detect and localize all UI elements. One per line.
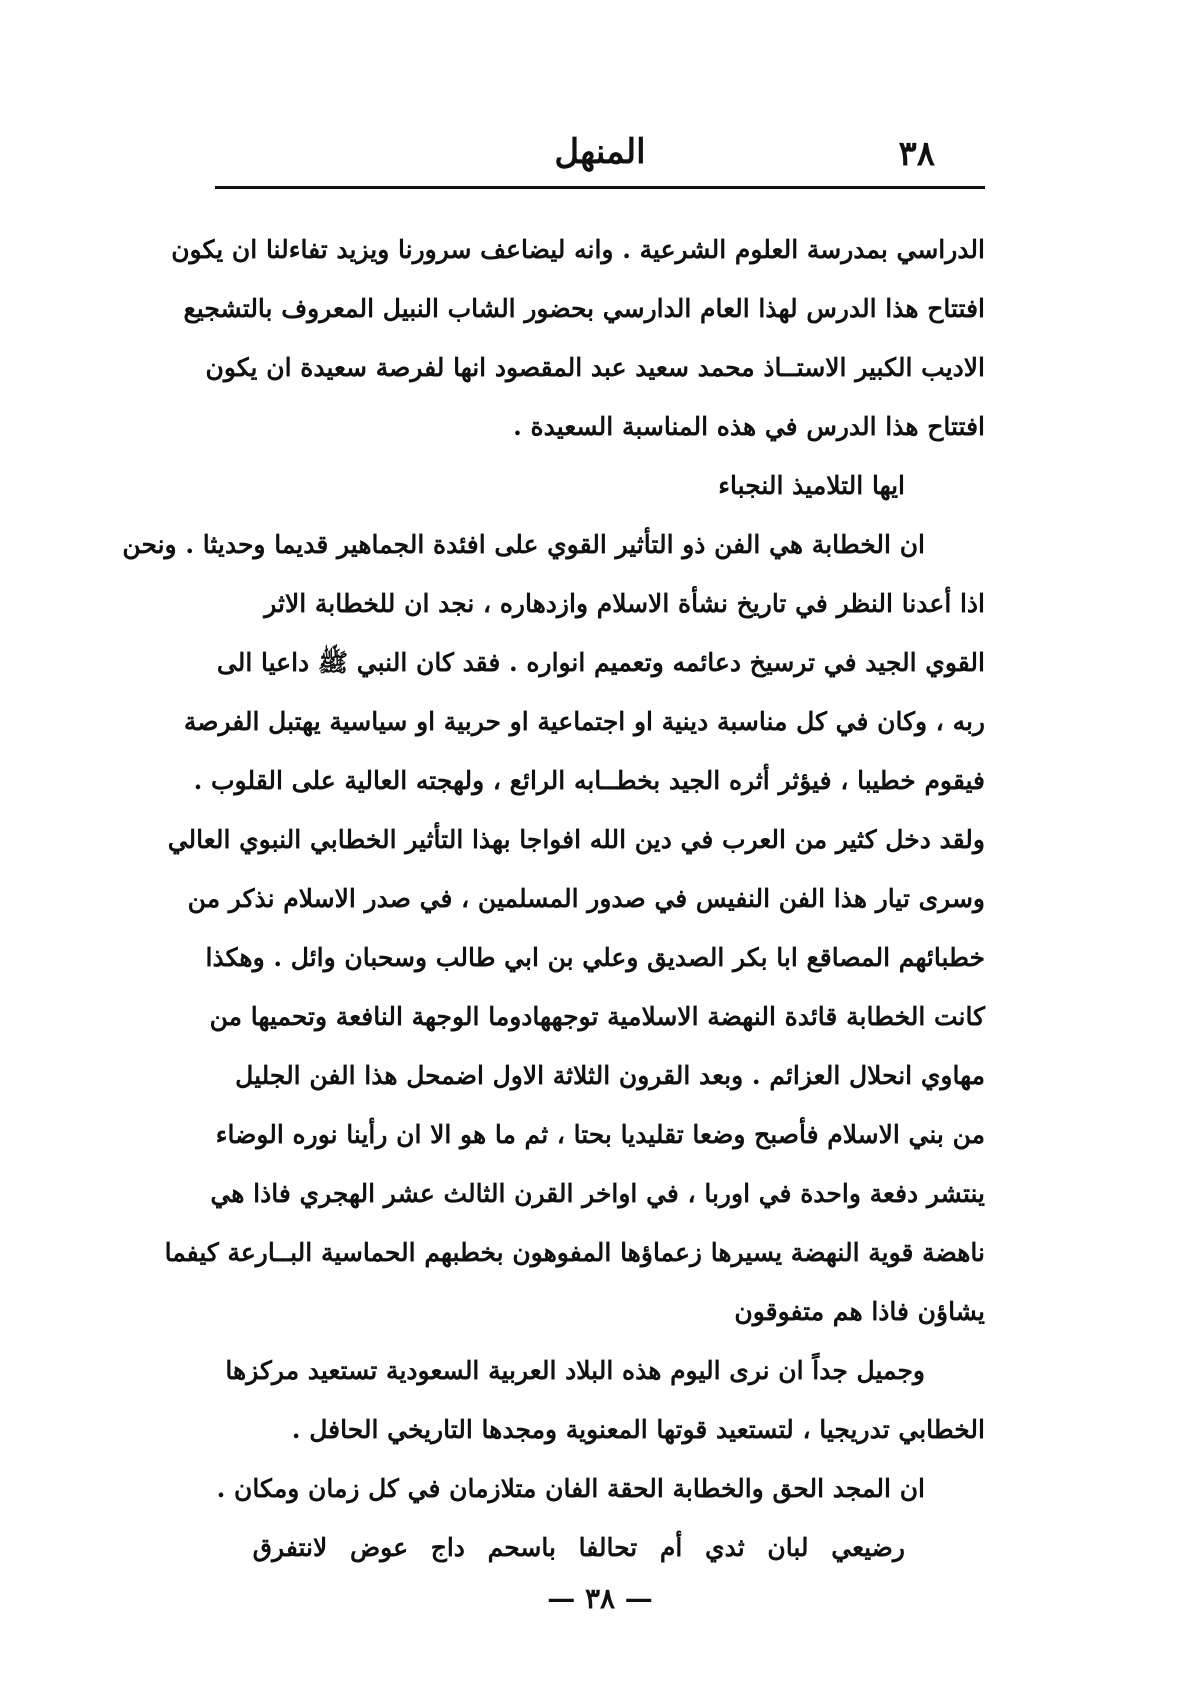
body-line: كانت الخطابة قائدة النهضة الاسلامية توجههادوما الوجهة النافعة وتحميها من bbox=[209, 1002, 985, 1031]
body-line: الاديب الكبير الاستــاذ محمد سعيد عبد المقصود انها لفرصة سعيدة ان يكون bbox=[205, 353, 985, 382]
body-line: من بني الاسلام فأصبح وضعا تقليديا بحتا ، ثم ما هو الا ان رأينا نوره الوضاء bbox=[215, 1120, 985, 1149]
body-line: فيقوم خطيبا ، فيؤثر أثره الجيد بخطــابه الرائع ، ولهجته العالية على القلوب . bbox=[193, 766, 985, 795]
body-line: افتتاح هذا الدرس في هذه المناسبة السعيدة . bbox=[513, 412, 985, 441]
body-line: خطبائهم المصاقع ابا بكر الصديق وعلي بن ابي طالب وسحبان وائل . وهكذا bbox=[205, 943, 985, 972]
body-line: الخطابي تدريجيا ، لتستعيد قوتها المعنوية ومجدها التاريخي الحافل . bbox=[291, 1415, 985, 1444]
body-line: مهاوي انحلال العزائم . وبعد القرون الثلاثة الاول اضمحل هذا الفن الجليل bbox=[235, 1061, 985, 1090]
body-line: ان المجد الحق والخطابة الحقة الفان متلازمان في كل زمان ومكان . bbox=[216, 1474, 925, 1503]
body-line: افتتاح هذا الدرس لهذا العام الدارسي بحضور الشاب النبيل المعروف بالتشجيع bbox=[183, 294, 985, 323]
body-line: ان الخطابة هي الفن ذو التأثير القوي على افئدة الجماهير قديما وحديثا . ونحن bbox=[122, 530, 925, 559]
header-page-number: ٣٨ bbox=[898, 134, 935, 174]
body-line: اذا أعدنا النظر في تاريخ نشأة الاسلام وازدهاره ، نجد ان للخطابة الاثر bbox=[264, 589, 985, 618]
body-line: وجميل جداً ان نرى اليوم هذه البلاد العربية السعودية تستعيد مركزها bbox=[225, 1356, 925, 1385]
header-title: المنهل bbox=[554, 132, 646, 172]
header-divider bbox=[215, 186, 985, 189]
address-line: ايها التلاميذ النجباء bbox=[718, 471, 905, 500]
verse-line: رضيعي لبان ثدي أم تحالفا باسحم داج عوض لانتفرق bbox=[252, 1533, 905, 1562]
body-line: القوي الجيد في ترسيخ دعائمه وتعميم انواره . فقد كان النبي ﷺ داعيا الى bbox=[216, 648, 985, 677]
article-body bbox=[122, 220, 985, 1577]
body-line: يشاؤن فاذا هم متفوقون bbox=[734, 1297, 985, 1326]
body-line: ناهضة قوية النهضة يسيرها زعماؤها المفوهون بخطبهم الحماسية البــارعة كيفما bbox=[164, 1238, 985, 1267]
page-header bbox=[215, 128, 985, 188]
body-line: ينتشر دفعة واحدة في اوربا ، في اواخر القرن الثالث عشر الهجري فاذا هي bbox=[210, 1179, 985, 1208]
footer-page-number: — ٣٨ — bbox=[547, 1582, 653, 1615]
body-line: الدراسي بمدرسة العلوم الشرعية . وانه ليضاعف سرورنا ويزيد تفاءلنا ان يكون bbox=[171, 235, 985, 264]
body-line: ولقد دخل كثير من العرب في دين الله افواجا بهذا التأثير الخطابي النبوي العالي bbox=[167, 825, 985, 854]
body-line: وسرى تيار هذا الفن النفيس في صدور المسلمين ، في صدر الاسلام نذكر من bbox=[187, 884, 985, 913]
body-line: ربه ، وكان في كل مناسبة دينية او اجتماعية او حربية او سياسية يهتبل الفرصة bbox=[183, 707, 985, 736]
